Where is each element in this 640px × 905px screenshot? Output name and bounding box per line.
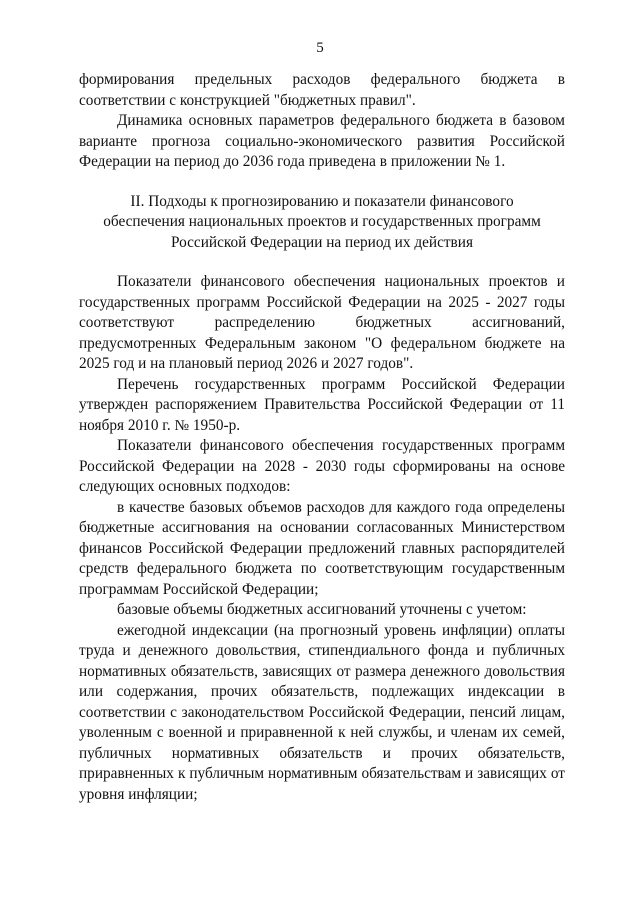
paragraph-body-3: Показатели финансового обеспечения государственных программ Российской Федерации на 2028 - 2030 годы сформированы на основе следующих основных подходов: (79, 437, 565, 495)
paragraph-intro-1: формирования предельных расходов федерального бюджета в соответствии с конструкцией "бюджетных правил". (79, 71, 565, 109)
paragraph-body-5: базовые объемы бюджетных ассигнований уточнены с учетом: (117, 601, 527, 618)
section-heading-line: II. Подходы к прогнозированию и показатели финансового (130, 192, 514, 210)
page-content (79, 70, 565, 805)
section-heading-line: Российской Федерации на период их действия (170, 233, 474, 251)
paragraph-body-4: в качестве базовых объемов расходов для каждого года определены бюджетные ассигнования на основании согласованных Министерством финансов Российской Федерации предложений главных распорядителей средств федерального бюджета по соответствующим государственным программам Российской Федерации; (79, 498, 565, 598)
page-number: 5 (316, 40, 324, 56)
paragraph-intro-2: Динамика основных параметров федерального бюджета в базовом варианте прогноза социально-экономического развития Российской Федерации на период до 2036 года приведена в приложении № 1. (79, 112, 565, 170)
section-heading-line: обеспечения национальных проектов и государственных программ (103, 213, 541, 230)
paragraph-body-6: ежегодной индексации (на прогнозный уровень инфляции) оплаты труда и денежного довольствия, стипендиального фонда и публичных нормативных обязательств, зависящих от размера денежного довольствия или содержания, прочих обязательств, подлежащих индексации в соответствии с законодательством Российской Федерации, пенсий лицам, уволенным с военной и приравненной к ней службы, и членам их семей, публичных нормативных обязательств и прочих обязательств, приравненных к публичным нормативным обязательствам и зависящих от уровня инфляции; (79, 621, 565, 803)
section-heading (79, 192, 565, 254)
paragraph-body-1: Показатели финансового обеспечения национальных проектов и государственных программ Российской Федерации на 2025 - 2027 годы соответствуют распределению бюджетных ассигнований, предусмотренных Федеральным законом "О федеральном бюджете на 2025 год и на плановый период 2026 и 2027 годов". (79, 273, 565, 372)
paragraph-body-2: Перечень государственных программ Российской Федерации утвержден распоряжением Правительства Российской Федерации от 11 ноября 2010 г. № 1950-р. (79, 375, 565, 434)
